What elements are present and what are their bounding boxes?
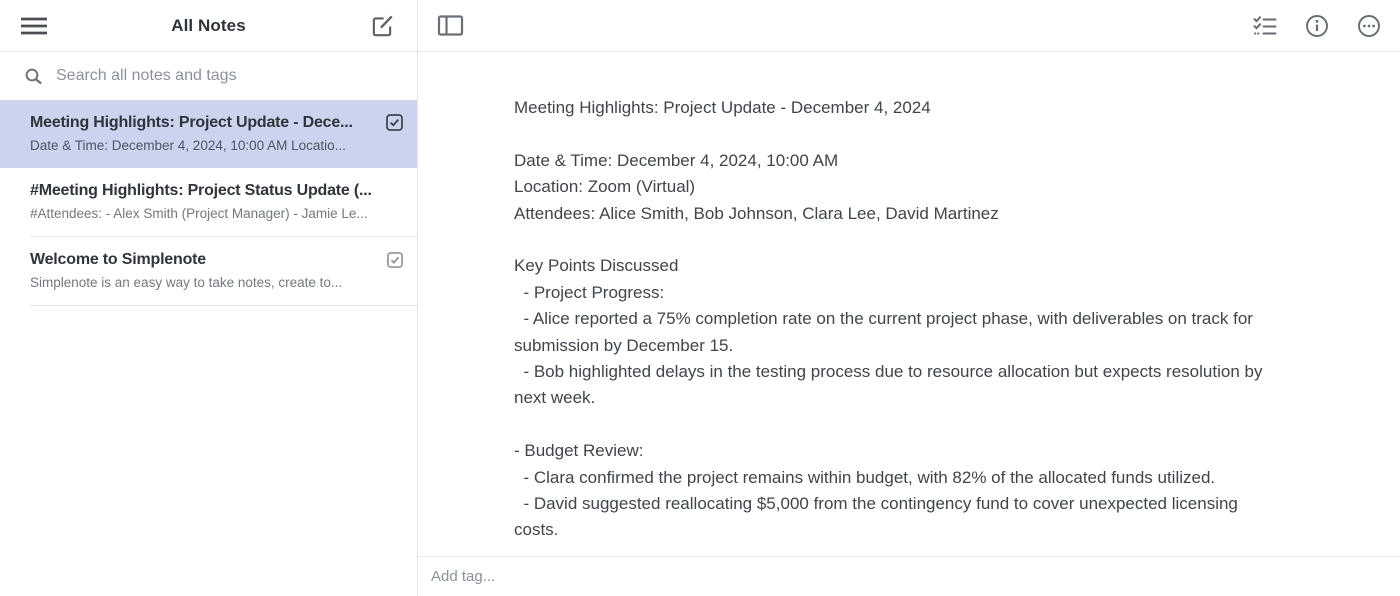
editor-pane bbox=[418, 0, 1400, 596]
note-line: submission by December 15. bbox=[514, 335, 734, 355]
note-line: - David suggested reallocating $5,000 from the contingency fund to cover unexpected licensing bbox=[514, 494, 1238, 514]
note-preview: Date & Time: December 4, 2024, 10:00 AM Locatio... bbox=[30, 138, 346, 153]
note-title: Meeting Highlights: Project Update - Dece... bbox=[30, 114, 353, 131]
note-line: - Budget Review: bbox=[514, 441, 644, 461]
note-list bbox=[0, 100, 417, 596]
info-icon bbox=[1304, 13, 1330, 39]
search-icon bbox=[24, 67, 43, 86]
sidebar bbox=[0, 0, 418, 596]
checklist-icon bbox=[1252, 15, 1278, 37]
sidebar-header bbox=[0, 0, 417, 52]
note-line: - Project Progress: bbox=[514, 282, 665, 302]
note-line: next week. bbox=[514, 388, 596, 408]
add-tag-input[interactable]: Add tag... bbox=[431, 568, 496, 585]
note-line: Attendees: Alice Smith, Bob Johnson, Clara Lee, David Martinez bbox=[514, 203, 999, 223]
note-line bbox=[514, 227, 1300, 253]
ellipsis-icon bbox=[1356, 13, 1382, 39]
published-checkbox-icon bbox=[387, 252, 403, 268]
menu-button[interactable] bbox=[20, 16, 48, 36]
note-content[interactable] bbox=[418, 52, 1400, 556]
note-line: Key Points Discussed bbox=[514, 256, 679, 276]
note-line: Meeting Highlights: Project Update - December 4, 2024 bbox=[514, 98, 931, 117]
new-note-button[interactable] bbox=[369, 13, 395, 39]
note-line bbox=[514, 121, 1300, 147]
published-checkbox-icon bbox=[386, 114, 403, 131]
compose-icon bbox=[369, 13, 395, 39]
tag-bar bbox=[418, 556, 1400, 596]
sidebar-toggle-icon bbox=[437, 13, 464, 38]
note-line: costs. bbox=[514, 520, 559, 540]
list-divider bbox=[30, 305, 417, 306]
note-line: - Clara confirmed the project remains within budget, with 82% of the allocated funds utilized. bbox=[514, 467, 1216, 487]
note-line: - Bob highlighted delays in the testing process due to resource allocation but expects resolution by bbox=[514, 362, 1263, 382]
search-bar[interactable] bbox=[0, 52, 417, 100]
note-preview: Simplenote is an easy way to take notes, create to... bbox=[30, 275, 343, 290]
note-actions-button[interactable] bbox=[1356, 13, 1382, 39]
search-input[interactable]: Search all notes and tags bbox=[56, 67, 237, 84]
note-line: - Alice reported a 75% completion rate on the current project phase, with deliverables on track for bbox=[514, 309, 1253, 329]
note-title: #Meeting Highlights: Project Status Update (... bbox=[30, 182, 372, 199]
editor-toolbar bbox=[418, 0, 1400, 52]
note-line: Location: Zoom (Virtual) bbox=[514, 177, 696, 197]
note-preview: #Attendees: - Alex Smith (Project Manager) - Jamie Le... bbox=[30, 206, 368, 221]
note-list-item-project-status[interactable] bbox=[0, 168, 417, 236]
note-line bbox=[514, 412, 1300, 438]
hamburger-icon bbox=[20, 16, 48, 36]
note-line: Date & Time: December 4, 2024, 10:00 AM bbox=[514, 150, 839, 170]
note-list-item-meeting-highlights[interactable] bbox=[0, 100, 417, 168]
note-info-button[interactable] bbox=[1304, 13, 1330, 39]
note-title: Welcome to Simplenote bbox=[30, 251, 206, 268]
toggle-sidebar-button[interactable] bbox=[437, 13, 464, 38]
note-list-item-welcome[interactable] bbox=[0, 237, 417, 305]
insert-checklist-button[interactable] bbox=[1252, 15, 1278, 37]
page-title: All Notes bbox=[171, 15, 246, 35]
